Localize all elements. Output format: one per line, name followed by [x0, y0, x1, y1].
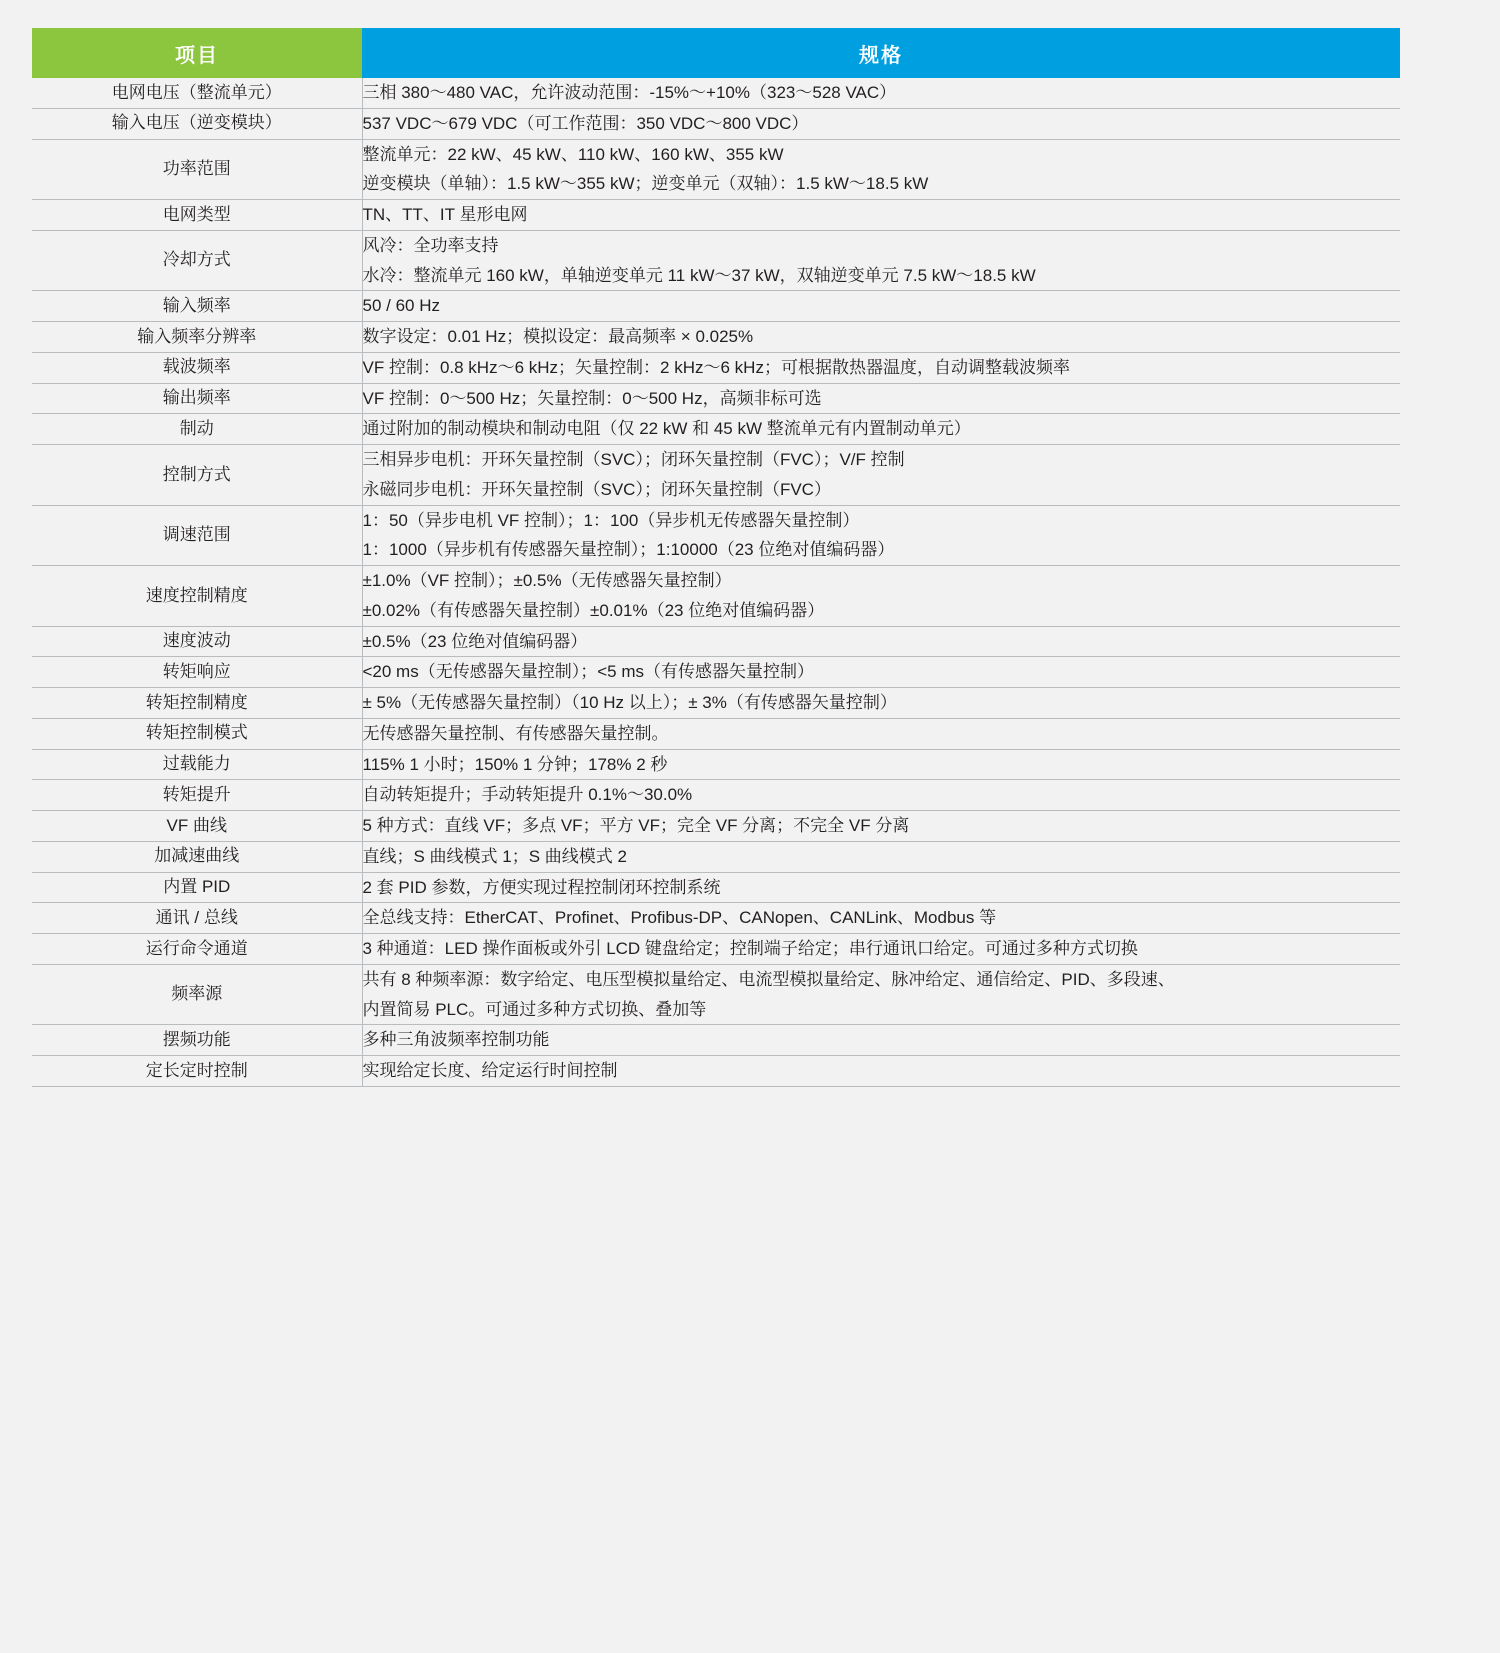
row-spec-line: <20 ms（无传感器矢量控制）；<5 ms（有传感器矢量控制）: [362, 662, 814, 682]
bottom-rule: [32, 1087, 1400, 1088]
row-spec-value: [362, 352, 1400, 383]
row-item-label: 频率源: [32, 964, 362, 1025]
row-item-label: 冷却方式: [32, 230, 362, 291]
column-header-spec: 规格: [362, 28, 1400, 78]
row-spec-value: [362, 780, 1400, 811]
table-row: [32, 291, 1400, 322]
row-spec-value: [362, 657, 1400, 688]
row-item-label: 制动: [32, 414, 362, 445]
row-spec-value: [362, 505, 1400, 566]
row-spec-value: [362, 903, 1400, 934]
row-spec-value: [362, 749, 1400, 780]
column-header-item: 项目: [32, 28, 362, 78]
table-row: [32, 688, 1400, 719]
row-spec-line: 共有 8 种频率源：数字给定、电压型模拟量给定、电流型模拟量给定、脉冲给定、通信给定、PID、多段速、: [362, 969, 1175, 989]
table-row: [32, 322, 1400, 353]
table-header-row: [32, 28, 1400, 78]
row-spec-value: [362, 139, 1400, 200]
table-row: [32, 230, 1400, 291]
row-spec-value: [362, 964, 1400, 1025]
row-spec-line: 1：1000（异步机有传感器矢量控制）；1:10000（23 位绝对值编码器）: [362, 540, 895, 560]
row-spec-value: [362, 688, 1400, 719]
row-spec-value: [362, 718, 1400, 749]
table-row: [32, 780, 1400, 811]
row-spec-line: 5 种方式：直线 VF；多点 VF；平方 VF；完全 VF 分离；不完全 VF 分离: [362, 816, 910, 835]
row-spec-line: ± 5%（无传感器矢量控制）（10 Hz 以上）；± 3%（有传感器矢量控制）: [362, 693, 897, 712]
row-item-label: 电网电压（整流单元）: [32, 78, 362, 108]
table-row: [32, 78, 1400, 108]
table-row: [32, 657, 1400, 688]
row-spec-value: [362, 322, 1400, 353]
table-row: [32, 903, 1400, 934]
row-spec-line: 三相 380～480 VAC，允许波动范围：-15%～+10%（323～528 VAC）: [362, 83, 897, 102]
row-spec-line: 实现给定长度、给定运行时间控制: [362, 1061, 618, 1080]
row-spec-line: 1：50（异步电机 VF 控制）；1：100（异步机无传感器矢量控制）: [362, 510, 860, 530]
row-spec-value: [362, 872, 1400, 903]
table-row: [32, 1025, 1400, 1056]
row-spec-line: 整流单元：22 kW、45 kW、110 kW、160 kW、355 kW: [362, 144, 784, 164]
row-spec-line: TN、TT、IT 星形电网: [362, 205, 528, 224]
row-spec-value: [362, 78, 1400, 108]
row-item-label: 输入电压（逆变模块）: [32, 108, 362, 139]
row-spec-value: [362, 1025, 1400, 1056]
row-spec-value: [362, 841, 1400, 872]
row-item-label: 功率范围: [32, 139, 362, 200]
row-spec-line: 全总线支持：EtherCAT、Profinet、Profibus-DP、CANopen、CANLink、Modbus 等: [362, 908, 997, 928]
row-spec-line: 多种三角波频率控制功能: [362, 1030, 550, 1050]
row-item-label: 输入频率分辨率: [32, 322, 362, 353]
row-item-label: 输入频率: [32, 291, 362, 322]
row-item-label: VF 曲线: [32, 811, 362, 842]
row-spec-value: [362, 1056, 1400, 1087]
row-spec-line: 50 / 60 Hz: [362, 296, 440, 316]
table-body: [32, 78, 1400, 1086]
row-item-label: 运行命令通道: [32, 934, 362, 965]
row-spec-line: 通过附加的制动模块和制动电阻（仅 22 kW 和 45 kW 整流单元有内置制动单元）: [362, 419, 971, 439]
table-row: [32, 352, 1400, 383]
row-spec-line: 水冷：整流单元 160 kW，单轴逆变单元 11 kW～37 kW，双轴逆变单元 7.5 kW～18.5 kW: [362, 265, 1036, 285]
row-spec-line: ±0.5%（23 位绝对值编码器）: [362, 631, 588, 651]
row-item-label: 定长定时控制: [32, 1056, 362, 1087]
table-row: [32, 445, 1400, 506]
table-row: [32, 872, 1400, 903]
row-item-label: 转矩响应: [32, 657, 362, 688]
table-row: [32, 626, 1400, 657]
row-spec-value: [362, 383, 1400, 414]
row-spec-value: [362, 108, 1400, 139]
row-item-label: 摆频功能: [32, 1025, 362, 1056]
row-spec-value: [362, 414, 1400, 445]
table-row: [32, 566, 1400, 627]
row-item-label: 转矩提升: [32, 780, 362, 811]
table-row: [32, 108, 1400, 139]
table-row: [32, 505, 1400, 566]
row-spec-line: ±1.0%（VF 控制）；±0.5%（无传感器矢量控制）: [362, 571, 732, 590]
row-spec-line: 内置简易 PLC。可通过多种方式切换、叠加等: [362, 999, 707, 1019]
row-spec-line: VF 控制：0～500 Hz；矢量控制：0～500 Hz，高频非标可选: [362, 388, 822, 408]
row-spec-line: 逆变模块（单轴）：1.5 kW～355 kW；逆变单元（双轴）：1.5 kW～18.5 kW: [362, 174, 929, 194]
row-spec-line: 2 套 PID 参数，方便实现过程控制闭环控制系统: [362, 877, 721, 897]
table-row: [32, 200, 1400, 231]
row-spec-line: 直线；S 曲线模式 1；S 曲线模式 2: [362, 846, 627, 866]
row-item-label: 电网类型: [32, 200, 362, 231]
row-spec-line: 115% 1 小时；150% 1 分钟；178% 2 秒: [362, 754, 668, 774]
row-item-label: 速度波动: [32, 626, 362, 657]
row-spec-value: [362, 200, 1400, 231]
row-item-label: 转矩控制精度: [32, 688, 362, 719]
table-row: [32, 749, 1400, 780]
row-item-label: 转矩控制模式: [32, 718, 362, 749]
row-item-label: 载波频率: [32, 352, 362, 383]
row-spec-line: 自动转矩提升；手动转矩提升 0.1%～30.0%: [362, 785, 693, 805]
table-row: [32, 383, 1400, 414]
row-spec-value: [362, 566, 1400, 627]
row-spec-value: [362, 230, 1400, 291]
row-item-label: 控制方式: [32, 445, 362, 506]
row-spec-line: 无传感器矢量控制、有传感器矢量控制。: [362, 723, 669, 743]
row-item-label: 内置 PID: [32, 872, 362, 903]
row-spec-line: VF 控制：0.8 kHz～6 kHz；矢量控制：2 kHz～6 kHz；可根据散热器温度，自动调整载波频率: [362, 357, 1070, 377]
row-spec-line: 537 VDC～679 VDC（可工作范围：350 VDC～800 VDC）: [362, 113, 809, 133]
row-spec-line: 3 种通道：LED 操作面板或外引 LCD 键盘给定；控制端子给定；串行通讯口给定。可通过多种方式切换: [362, 939, 1138, 958]
table-row: [32, 811, 1400, 842]
row-spec-line: 风冷：全功率支持: [362, 235, 499, 255]
table-row: [32, 718, 1400, 749]
row-spec-value: [362, 291, 1400, 322]
table-row: [32, 841, 1400, 872]
table-row: [32, 414, 1400, 445]
row-spec-line: 数字设定：0.01 Hz；模拟设定：最高频率 × 0.025%: [362, 327, 754, 346]
row-item-label: 调速范围: [32, 505, 362, 566]
row-item-label: 过载能力: [32, 749, 362, 780]
row-spec-value: [362, 445, 1400, 506]
row-item-label: 速度控制精度: [32, 566, 362, 627]
specification-table: [32, 28, 1400, 1087]
table-row: [32, 139, 1400, 200]
row-spec-line: 三相异步电机：开环矢量控制（SVC）；闭环矢量控制（FVC）；V/F 控制: [362, 450, 905, 469]
table-header: [32, 28, 1400, 78]
row-spec-line: 永磁同步电机：开环矢量控制（SVC）；闭环矢量控制（FVC）: [362, 479, 831, 499]
row-item-label: 通讯 / 总线: [32, 903, 362, 934]
row-item-label: 加减速曲线: [32, 841, 362, 872]
row-spec-value: [362, 934, 1400, 965]
row-spec-value: [362, 811, 1400, 842]
table-row: [32, 934, 1400, 965]
table-row: [32, 964, 1400, 1025]
table-row: [32, 1056, 1400, 1087]
row-item-label: 输出频率: [32, 383, 362, 414]
row-spec-line: ±0.02%（有传感器矢量控制）±0.01%（23 位绝对值编码器）: [362, 600, 825, 620]
row-spec-value: [362, 626, 1400, 657]
